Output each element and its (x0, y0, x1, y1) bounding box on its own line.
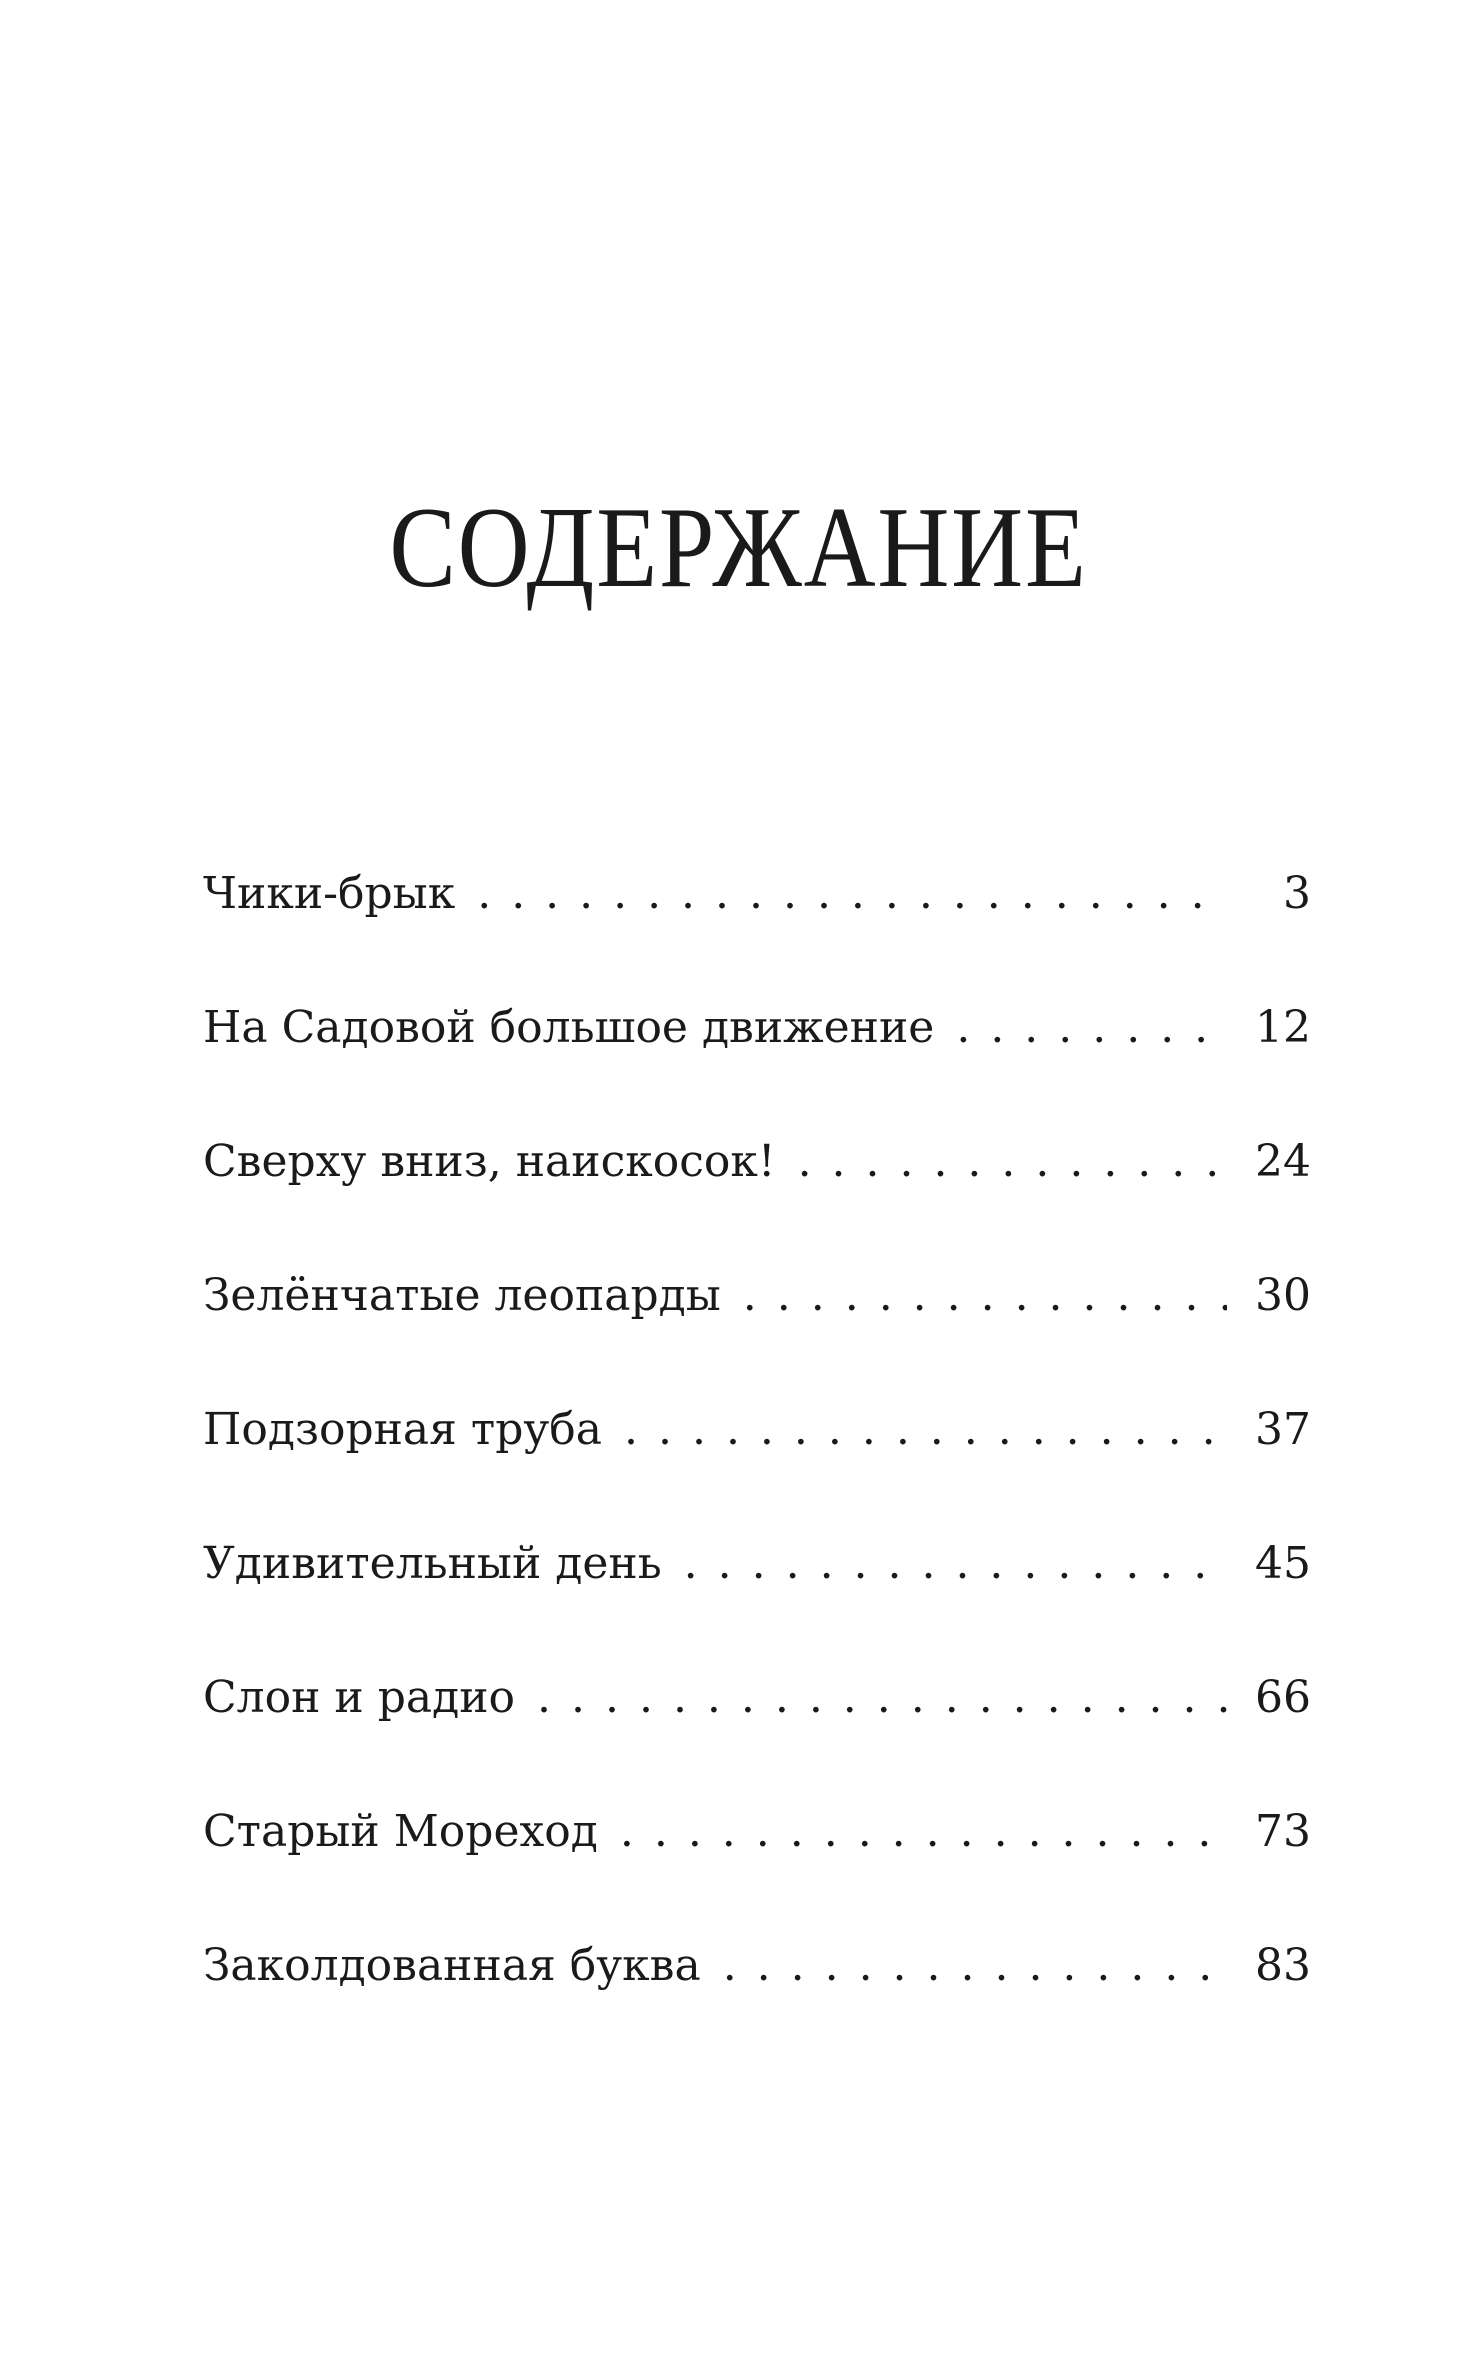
toc-entry-page-number: 73 (1255, 1806, 1311, 1857)
toc-entry-page-number: 12 (1255, 1002, 1311, 1053)
toc-entry-page-number: 83 (1255, 1940, 1311, 1991)
toc-entry (203, 868, 1311, 1002)
toc-entry-title: Удивительный день (203, 1538, 662, 1589)
toc-entry (203, 1806, 1311, 1940)
toc-entry-page-number: 24 (1255, 1136, 1311, 1187)
toc-entry (203, 1136, 1311, 1270)
toc-entry-title: Зелёнчатые леопарды (203, 1270, 721, 1321)
toc-entry (203, 1404, 1311, 1538)
toc-entry-title: Сверху вниз, наискосок! (203, 1136, 776, 1187)
dot-leader (477, 868, 1227, 919)
toc-entry-title: Подзорная труба (203, 1404, 603, 1455)
toc-list (203, 868, 1311, 2074)
dot-leader (743, 1270, 1227, 1321)
toc-entry (203, 1940, 1311, 2074)
dot-leader (798, 1136, 1227, 1187)
toc-entry-page-number: 3 (1283, 868, 1311, 919)
toc-entry (203, 1538, 1311, 1672)
toc-entry-title: Старый Мореход (203, 1806, 598, 1857)
dot-leader (684, 1538, 1227, 1589)
toc-entry-title: На Садовой большое движение (203, 1002, 935, 1053)
toc-entry (203, 1270, 1311, 1404)
toc-entry (203, 1002, 1311, 1136)
dot-leader (537, 1672, 1227, 1723)
toc-entry-page-number: 37 (1255, 1404, 1311, 1455)
toc-entry-title: Чики-брык (203, 868, 456, 919)
toc-entry-page-number: 45 (1255, 1538, 1311, 1589)
toc-entry-title: Заколдованная буква (203, 1940, 701, 1991)
dot-leader (624, 1404, 1227, 1455)
toc-entry-page-number: 30 (1255, 1270, 1311, 1321)
dot-leader (723, 1940, 1227, 1991)
toc-entry (203, 1672, 1311, 1806)
toc-entry-title: Слон и радио (203, 1672, 516, 1723)
toc-entry-page-number: 66 (1255, 1672, 1311, 1723)
page-title: СОДЕРЖАНИЕ (389, 484, 1088, 612)
dot-leader (620, 1806, 1227, 1857)
dot-leader (956, 1002, 1227, 1053)
